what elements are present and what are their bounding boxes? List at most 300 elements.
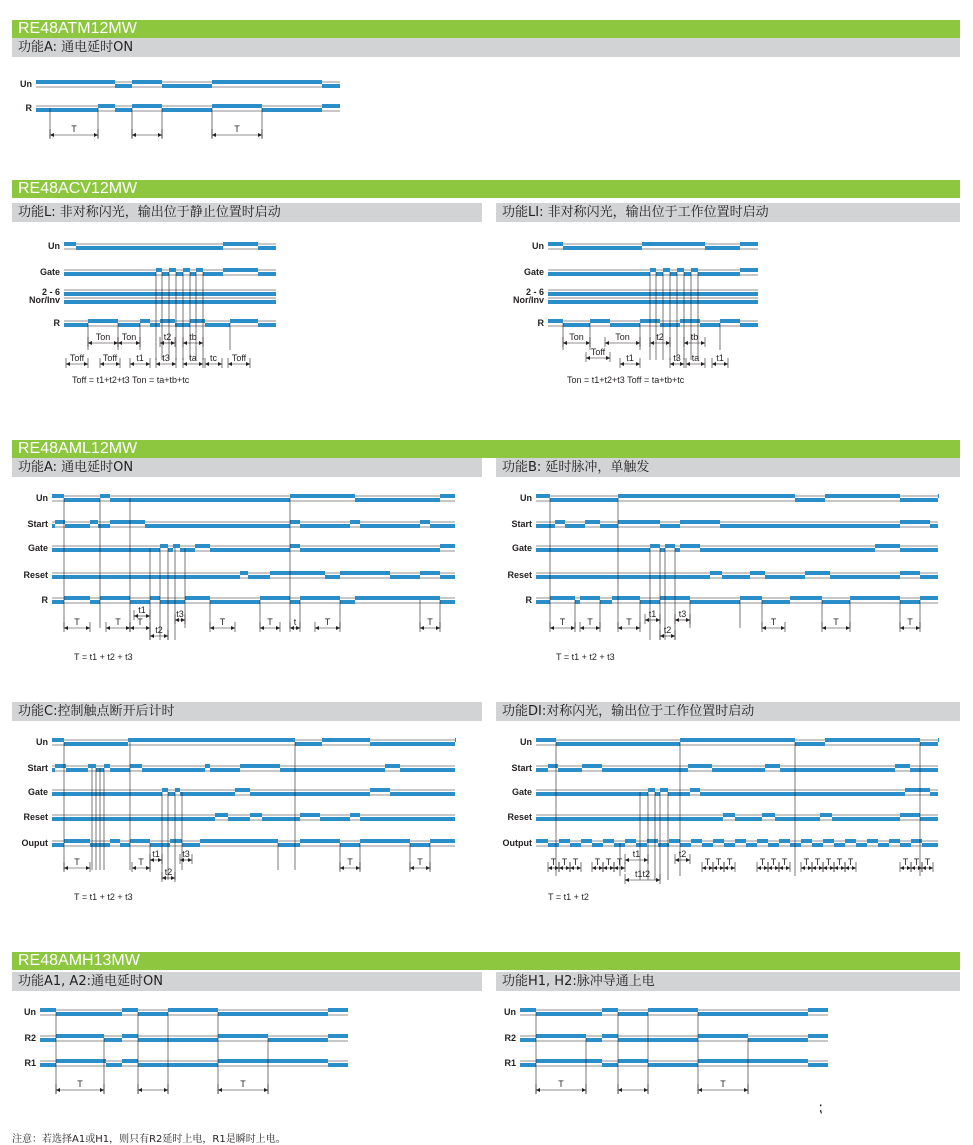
signal-segment	[698, 1059, 808, 1063]
signal-segment	[735, 839, 746, 843]
signal-segment	[698, 272, 740, 276]
duration-label: t3	[176, 609, 184, 619]
signal-segment	[779, 839, 790, 843]
signal-label: R	[525, 595, 532, 605]
signal-segment	[762, 600, 790, 604]
signal-segment	[680, 738, 795, 742]
duration-label: T	[115, 617, 121, 627]
signal-segment	[790, 843, 801, 847]
signal-segment	[930, 792, 938, 796]
signal-segment	[905, 788, 930, 792]
signal-segment	[98, 104, 115, 108]
signal-segment	[805, 571, 830, 575]
signal-segment	[106, 1063, 122, 1067]
signal-segment	[618, 1012, 648, 1016]
duration-label: t1	[626, 353, 634, 363]
signal-segment	[713, 839, 724, 843]
signal-label: R	[25, 103, 32, 113]
signal-label: Start	[27, 519, 48, 529]
signal-label: Start	[27, 763, 48, 773]
duration-label: t1t2	[634, 869, 651, 879]
signal-segment	[138, 1063, 218, 1067]
signal-segment	[210, 548, 290, 552]
side-mark: ⁏	[818, 1100, 823, 1116]
signal-segment	[563, 246, 642, 250]
signal-segment	[270, 571, 325, 575]
signal-segment	[169, 268, 176, 272]
signal-segment	[130, 600, 150, 604]
signal-label: Un	[36, 493, 48, 503]
duration-label: t1	[716, 353, 724, 363]
signal-segment	[168, 1008, 218, 1012]
duration-label: Ton	[569, 332, 584, 342]
formula-text: T = t1 + t2 + t3	[74, 892, 133, 902]
signal-segment	[64, 300, 276, 304]
signal-segment	[575, 600, 580, 604]
duration-label: t1	[632, 849, 641, 859]
signal-segment	[795, 498, 825, 502]
signal-segment	[195, 544, 210, 548]
signal-segment	[740, 242, 758, 246]
signal-segment	[110, 498, 290, 502]
signal-segment	[110, 839, 120, 843]
signal-segment	[559, 839, 570, 843]
signal-segment	[64, 742, 128, 746]
signal-segment	[822, 600, 850, 604]
duration-label: T	[587, 617, 593, 627]
signal-segment	[875, 544, 900, 548]
signal-segment	[355, 596, 440, 600]
signal-segment	[185, 596, 210, 600]
signal-segment	[825, 494, 900, 498]
duration-label: T	[907, 617, 913, 627]
signal-segment	[240, 764, 280, 768]
signal-segment	[64, 498, 100, 502]
signal-segment	[132, 80, 162, 84]
signal-segment	[775, 817, 820, 821]
signal-label: Nor/Inv	[28, 295, 60, 305]
signal-segment	[66, 768, 88, 772]
signal-segment	[52, 548, 160, 552]
signal-segment	[555, 520, 565, 524]
duration-label: T	[704, 857, 711, 867]
signal-segment	[52, 817, 215, 821]
signal-segment	[930, 524, 938, 528]
signal-label: Start	[511, 519, 532, 529]
signal-segment	[52, 494, 64, 498]
duration-label: T	[836, 857, 843, 867]
signal-segment	[920, 742, 938, 746]
signal-segment	[104, 764, 110, 768]
signal-segment	[920, 596, 938, 600]
signal-segment	[64, 596, 90, 600]
signal-segment	[536, 839, 548, 843]
signal-segment	[262, 817, 300, 821]
signal-segment	[210, 768, 240, 772]
signal-segment	[160, 600, 185, 604]
duration-label: ta	[189, 353, 197, 363]
signal-segment	[548, 319, 563, 323]
signal-segment	[677, 268, 684, 272]
signal-segment	[390, 575, 420, 579]
signal-label: Gate	[511, 787, 532, 797]
signal-segment	[690, 600, 740, 604]
signal-segment	[548, 843, 559, 847]
signal-segment	[762, 813, 775, 817]
signal-segment	[370, 788, 390, 792]
signal-segment	[250, 813, 262, 817]
signal-segment	[790, 596, 822, 600]
signal-segment	[748, 1038, 808, 1042]
signal-segment	[328, 1063, 348, 1067]
signal-segment	[920, 817, 938, 821]
duration-label: Ton	[95, 332, 111, 342]
signal-segment	[648, 1008, 698, 1012]
signal-segment	[430, 524, 455, 528]
signal-segment	[322, 104, 340, 108]
signal-label: Un	[504, 1007, 516, 1017]
signal-segment	[740, 268, 758, 272]
duration-label: T	[71, 124, 77, 134]
signal-label: 2 - 6	[525, 287, 544, 297]
signal-segment	[88, 319, 118, 323]
duration-label: T	[74, 857, 80, 867]
signal-segment	[808, 1063, 828, 1067]
signal-segment	[258, 246, 276, 250]
formula-text: T = t1 + t2 + t3	[74, 652, 133, 662]
signal-segment	[691, 268, 698, 272]
signal-segment	[203, 272, 223, 276]
signal-segment	[825, 738, 920, 742]
signal-segment	[218, 1012, 328, 1016]
signal-segment	[660, 524, 680, 528]
duration-label: t3	[162, 353, 170, 363]
signal-segment	[556, 742, 680, 746]
signal-segment	[700, 323, 720, 327]
function-title: 功能H1, H2:脉冲导通上电	[496, 972, 960, 991]
signal-segment	[440, 494, 455, 498]
signal-segment	[650, 268, 656, 272]
signal-segment	[300, 548, 440, 552]
duration-label: T	[626, 617, 632, 627]
signal-segment	[922, 843, 938, 847]
signal-segment	[656, 272, 663, 276]
signal-label: 2 - 6	[41, 287, 60, 297]
signal-segment	[36, 80, 115, 84]
duration-label: T	[267, 617, 273, 627]
signal-segment	[52, 843, 64, 847]
signal-segment	[65, 524, 90, 528]
function-title: 功能C:控制触点断开后计时	[12, 702, 482, 721]
function-title: 功能A: 通电延时ON	[12, 38, 960, 57]
signal-segment	[536, 1012, 602, 1016]
signal-segment	[780, 768, 895, 772]
signal-label: Gate	[27, 543, 48, 553]
duration-label: T	[605, 857, 612, 867]
duration-label: t2	[656, 332, 664, 342]
signal-segment	[536, 575, 710, 579]
duration-label: T	[137, 617, 143, 627]
signal-segment	[120, 843, 130, 847]
signal-segment	[801, 839, 812, 843]
signal-segment	[691, 839, 702, 843]
signal-segment	[675, 548, 680, 552]
signal-segment	[670, 272, 677, 276]
signal-segment	[832, 817, 900, 821]
duration-label: T	[913, 857, 920, 867]
duration-label: T	[417, 857, 423, 867]
signal-segment	[536, 548, 650, 552]
signal-label: Gate	[511, 543, 532, 553]
signal-segment	[183, 268, 190, 272]
signal-segment	[680, 520, 720, 524]
signal-segment	[658, 843, 669, 847]
signal-segment	[920, 575, 938, 579]
signal-segment	[200, 839, 278, 843]
signal-segment	[625, 839, 636, 843]
signal-segment	[867, 839, 878, 843]
signal-segment	[536, 524, 555, 528]
signal-label: R1	[504, 1058, 516, 1068]
signal-segment	[602, 768, 688, 772]
duration-label: t2	[663, 625, 672, 635]
signal-segment	[581, 839, 592, 843]
signal-label: Un	[532, 241, 544, 251]
section-title: RE48AML12MW	[18, 440, 138, 457]
signal-segment	[122, 1059, 138, 1063]
signal-segment	[900, 520, 930, 524]
signal-segment	[56, 1034, 104, 1038]
signal-segment	[618, 1038, 698, 1042]
signal-segment	[746, 843, 757, 847]
signal-segment	[911, 839, 922, 843]
signal-segment	[900, 571, 920, 575]
formula-text: Ton = t1+t2+t3 Toff = ta+tb+tc	[567, 375, 685, 385]
signal-segment	[360, 839, 410, 843]
signal-segment	[750, 571, 765, 575]
signal-segment	[700, 792, 905, 796]
signal-segment	[536, 768, 548, 772]
duration-label: T	[234, 124, 240, 134]
signal-segment	[210, 600, 260, 604]
signal-segment	[55, 764, 66, 768]
duration-label: T	[825, 857, 832, 867]
signal-segment	[808, 1008, 828, 1012]
signal-segment	[768, 843, 779, 847]
signal-segment	[420, 520, 430, 524]
signal-segment	[585, 520, 600, 524]
signal-segment	[680, 843, 691, 847]
section-title: RE48ATM12MW	[18, 20, 137, 37]
signal-segment	[218, 1059, 328, 1063]
duration-label: T	[240, 1079, 246, 1089]
duration-label: tc	[209, 353, 218, 363]
signal-segment	[548, 272, 650, 276]
signal-segment	[322, 84, 340, 88]
signal-label: R2	[24, 1033, 36, 1043]
duration-label: T	[847, 857, 854, 867]
signal-segment	[724, 843, 735, 847]
signal-segment	[328, 1008, 348, 1012]
signal-label: Reset	[507, 570, 532, 580]
signal-segment	[563, 323, 590, 327]
signal-segment	[705, 246, 740, 250]
function-title: 功能A: 通电延时ON	[12, 458, 482, 477]
signal-segment	[834, 843, 845, 847]
duration-label: T	[726, 857, 733, 867]
signal-segment	[400, 768, 455, 772]
signal-label: Un	[520, 737, 532, 747]
signal-segment	[64, 242, 76, 246]
signal-segment	[580, 596, 600, 600]
function-title: 功能B: 延时脉冲，单触发	[496, 458, 960, 477]
signal-segment	[170, 839, 182, 843]
signal-label: Un	[36, 737, 48, 747]
signal-segment	[168, 792, 175, 796]
signal-segment	[110, 520, 145, 524]
duration-label: Toff	[102, 353, 118, 363]
signal-segment	[592, 843, 603, 847]
signal-segment	[642, 242, 705, 246]
signal-label: Ouput	[21, 838, 48, 848]
duration-label: T	[715, 857, 722, 867]
signal-segment	[290, 520, 300, 524]
signal-segment	[710, 571, 722, 575]
signal-label: Gate	[27, 787, 48, 797]
signal-segment	[740, 596, 762, 600]
formula-text: T = t1 + t2	[548, 892, 589, 902]
signal-label: R2	[504, 1033, 516, 1043]
signal-segment	[52, 792, 162, 796]
signal-segment	[90, 600, 100, 604]
signal-segment	[910, 768, 938, 772]
signal-segment	[600, 524, 618, 528]
signal-segment	[430, 839, 455, 843]
signal-segment	[536, 817, 723, 821]
function-title: 功能A1, A2:通电延时ON	[12, 972, 482, 991]
signal-segment	[536, 600, 550, 604]
signal-segment	[138, 1038, 218, 1042]
signal-segment	[648, 1063, 698, 1067]
signal-segment	[723, 813, 735, 817]
duration-label: Toff	[231, 353, 247, 363]
signal-segment	[520, 1038, 536, 1042]
signal-segment	[196, 268, 203, 272]
signal-segment	[720, 319, 740, 323]
signal-segment	[735, 817, 762, 821]
signal-segment	[322, 738, 370, 742]
signal-segment	[520, 1008, 536, 1012]
duration-label: tb	[690, 332, 699, 342]
signal-segment	[360, 524, 420, 528]
signal-segment	[385, 764, 400, 768]
duration-label: T	[550, 857, 557, 867]
signal-segment	[455, 738, 456, 742]
signal-segment	[650, 544, 660, 548]
duration-label: t1	[648, 609, 657, 619]
duration-label: T	[77, 1079, 83, 1089]
signal-segment	[765, 575, 805, 579]
signal-segment	[684, 272, 691, 276]
signal-segment	[612, 596, 640, 600]
formula-text: T = t1 + t2 + t3	[556, 652, 615, 662]
signal-segment	[280, 768, 385, 772]
signal-segment	[603, 839, 614, 843]
signal-segment	[36, 108, 98, 112]
signal-segment	[900, 548, 938, 552]
signal-segment	[520, 1063, 536, 1067]
signal-segment	[300, 524, 350, 528]
signal-segment	[110, 768, 130, 772]
signal-segment	[355, 498, 440, 502]
signal-segment	[680, 319, 700, 323]
duration-label: t3	[678, 609, 687, 619]
signal-segment	[586, 1038, 602, 1042]
signal-segment	[248, 575, 270, 579]
signal-segment	[223, 268, 258, 272]
signal-segment	[820, 813, 832, 817]
signal-segment	[40, 1008, 56, 1012]
signal-label: Un	[520, 493, 532, 503]
signal-segment	[550, 596, 575, 600]
signal-segment	[230, 319, 258, 323]
signal-segment	[548, 292, 758, 296]
signal-segment	[590, 319, 610, 323]
signal-segment	[56, 1012, 122, 1016]
signal-segment	[823, 839, 834, 843]
signal-segment	[175, 788, 180, 792]
duration-label: T	[138, 857, 144, 867]
signal-segment	[235, 788, 250, 792]
signal-segment	[142, 768, 205, 772]
duration-label: Toff	[590, 347, 606, 357]
signal-label: Reset	[23, 812, 48, 822]
signal-segment	[162, 108, 212, 112]
duration-label: t2	[163, 332, 172, 342]
signal-segment	[895, 764, 910, 768]
signal-segment	[262, 108, 322, 112]
signal-segment	[698, 1012, 808, 1016]
signal-segment	[240, 571, 248, 575]
signal-segment	[150, 323, 160, 327]
duration-label: Ton	[615, 332, 630, 342]
signal-segment	[40, 1038, 56, 1042]
duration-label: T	[559, 617, 566, 627]
signal-segment	[176, 272, 183, 276]
signal-segment	[223, 242, 258, 246]
signal-segment	[655, 792, 660, 796]
signal-label: Un	[24, 1007, 36, 1017]
signal-segment	[565, 524, 585, 528]
signal-segment	[56, 1059, 106, 1063]
duration-label: tb	[189, 332, 197, 342]
duration-label: T	[324, 617, 331, 627]
duration-label: Ton	[121, 332, 137, 342]
signal-segment	[648, 788, 655, 792]
signal-segment	[260, 596, 290, 600]
signal-segment	[680, 544, 700, 548]
duration-label: T	[427, 617, 433, 627]
signal-segment	[132, 104, 162, 108]
signal-segment	[212, 104, 262, 108]
signal-segment	[889, 839, 900, 843]
duration-label: t1	[152, 849, 160, 859]
duration-label: T	[219, 617, 226, 627]
signal-segment	[900, 813, 920, 817]
signal-segment	[618, 1059, 648, 1063]
signal-segment	[740, 323, 758, 327]
signal-segment	[536, 494, 550, 498]
